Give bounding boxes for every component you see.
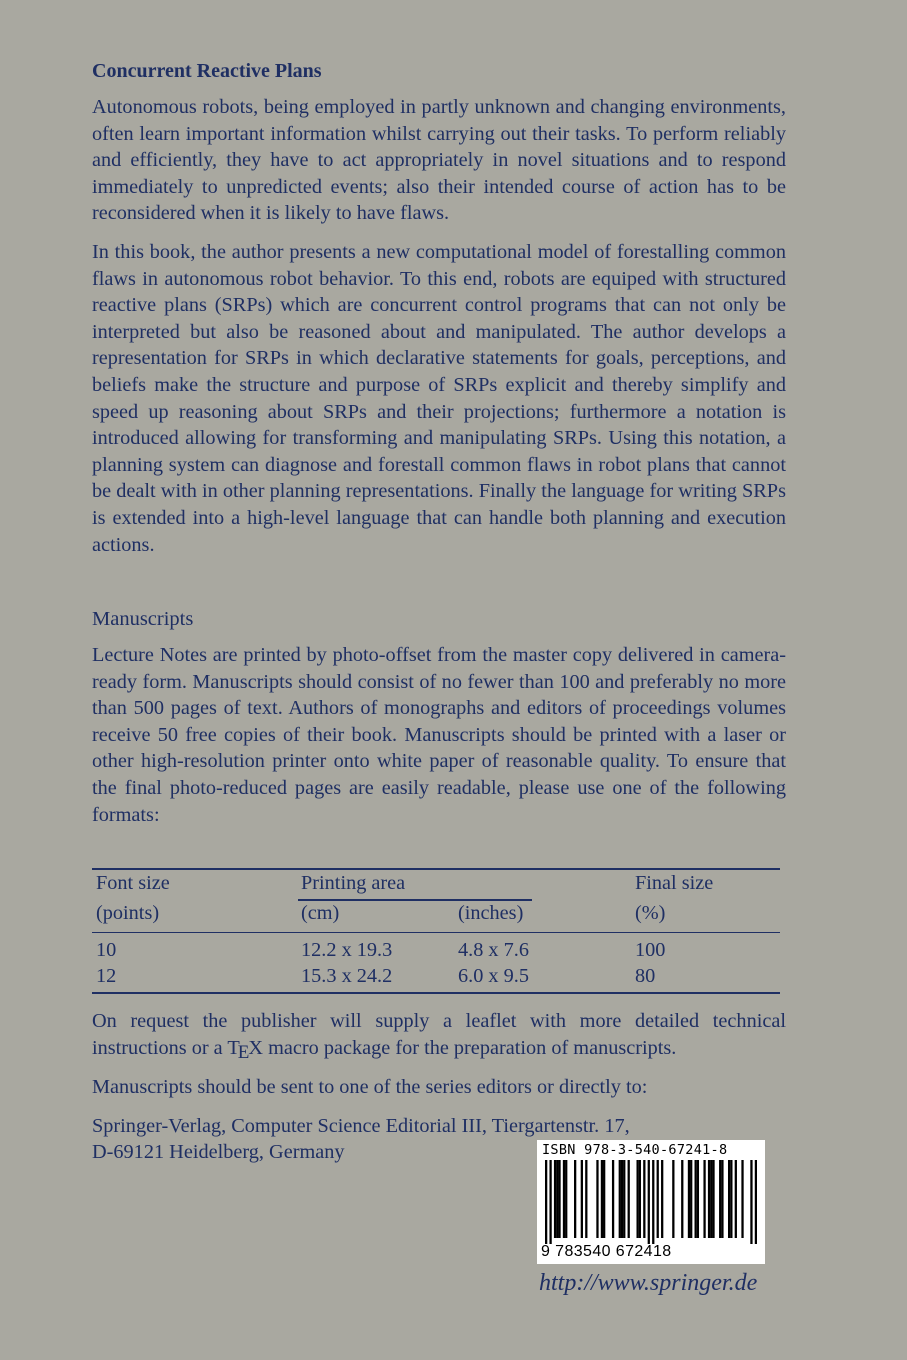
barcode-bar [735, 1160, 737, 1238]
barcode-bar [585, 1160, 587, 1238]
header-cm: (cm) [301, 902, 340, 924]
barcode-bars [545, 1160, 757, 1244]
barcode-bar [623, 1160, 625, 1238]
manuscripts-heading: Manuscripts [92, 608, 194, 631]
table-rule-bottom [92, 992, 780, 994]
barcode-bar [712, 1160, 714, 1238]
barcode-bar [554, 1160, 556, 1238]
barcode-bar [558, 1160, 560, 1238]
barcode-bar [741, 1160, 743, 1238]
barcode-bar [728, 1160, 730, 1238]
barcode-bar [672, 1160, 674, 1238]
barcode-bar [688, 1160, 690, 1238]
table-row-2-font: 12 [96, 965, 117, 987]
barcode-bar [703, 1160, 705, 1238]
barcode-bar [581, 1160, 583, 1238]
publisher-url: http://www.springer.de [539, 1270, 758, 1296]
header-printing-area: Printing area [301, 872, 406, 894]
barcode-bar [574, 1160, 576, 1238]
publisher-address-line-2: D-69121 Heidelberg, Germany [92, 1141, 345, 1164]
barcode-bar [681, 1160, 683, 1238]
leaflet-text-after: X macro package for the preparation of manuscripts. [248, 1036, 677, 1059]
header-final-size: Final size [635, 872, 714, 894]
barcode-bar [612, 1160, 614, 1238]
isbn-number: ISBN 978-3-540-67241-8 [542, 1142, 728, 1158]
barcode-bar [601, 1160, 603, 1238]
barcode-bar [628, 1160, 630, 1238]
barcode-bar [710, 1160, 712, 1238]
barcode-bar [719, 1160, 721, 1238]
header-inches: (inches) [458, 902, 524, 924]
barcode-bar [721, 1160, 723, 1238]
barcode-bar [549, 1160, 551, 1244]
table-row-1-inches: 4.8 x 7.6 [458, 939, 529, 961]
table-rule-mid [92, 932, 780, 933]
barcode-bar [652, 1160, 654, 1244]
header-font-size: Font size [96, 872, 170, 894]
barcode-bar [730, 1160, 732, 1238]
barcode-bar [556, 1160, 558, 1238]
ean-digits: 9 783540 672418 [541, 1243, 672, 1260]
book-title: Concurrent Reactive Plans [92, 60, 322, 82]
leaflet-paragraph [92, 1008, 786, 1062]
barcode-bar [648, 1160, 650, 1244]
description-paragraph-2: In this book, the author presents a new computational model of forestalling common flaws in autonomous robot behavior. To this end, robots are equiped with structured reactive plans (SRPs) which are concurrent control programs that can not only be interpreted but also be reasoned about and manipulated. The author develops a representation for SRPs in which declarative statements for goals, perceptions, and beliefs make the structure and purpose of SRPs explicit and thereby simplify and speed up reasoning about SRPs and their projections; furthermore a notation is introduced allowing for transforming and manipulating SRPs. Using this notation, a planning system can diagnose and forestall common flaws in robot plans that cannot be dealt with in other planning representations. Finally the language for writing SRPs is extended into a high-level language that can handle both planning and execution actions. [92, 240, 786, 556]
tex-logo-e: E [237, 1041, 250, 1063]
back-cover-text [92, 58, 786, 840]
barcode-bar [708, 1160, 710, 1238]
table-row-2-cm: 15.3 x 24.2 [301, 965, 393, 987]
table-row-2-inches: 6.0 x 9.5 [458, 965, 529, 987]
isbn-barcode [537, 1140, 765, 1264]
barcode-bar [695, 1160, 697, 1238]
barcode-bar [565, 1160, 567, 1238]
barcode-bar [657, 1160, 659, 1238]
table-row-1-final: 100 [635, 939, 666, 961]
barcode-bar [603, 1160, 605, 1238]
barcode-bar [750, 1160, 752, 1244]
header-font-size-unit: (points) [96, 902, 160, 924]
barcode-bar [621, 1160, 623, 1238]
send-to-paragraph: Manuscripts should be sent to one of the series editors or directly to: [92, 1076, 648, 1099]
table-row-1-font: 10 [96, 939, 117, 961]
leaflet-text-before: On request the publisher will supply a leaflet with more detailed technical instructions or a T [92, 1010, 786, 1059]
barcode-bar [755, 1160, 757, 1244]
publisher-address-line-1: Springer-Verlag, Computer Science Editorial III, Tiergartenstr. 17, [92, 1114, 630, 1137]
barcode-bar [545, 1160, 547, 1244]
barcode-bar [619, 1160, 621, 1238]
barcode-bar [643, 1160, 645, 1238]
barcode-bar [636, 1160, 638, 1238]
manuscripts-intro: Lecture Notes are printed by photo-offset from the master copy delivered in camera-ready form. Manuscripts should consist of no fewer than 100 and preferably no more than 500 pages of text. Authors of monographs and editors of proceedings volumes receive 50 free copies of their book. Manuscripts should be printed with a laser or other high-resolution printer onto white paper of reasonable quality. To ensure that the final photo-reduced pages are easily readable, please use one of the following formats: [92, 644, 786, 826]
barcode-bar [596, 1160, 598, 1238]
barcode-bar [563, 1160, 565, 1238]
description-paragraph-1: Autonomous robots, being employed in partly unknown and changing environments, often learn important information whilst carrying out their tasks. To perform reliably and efficiently, they have to act appropriately in novel situations and to respond immediately to unpredicted events; also their intended course of action has to be reconsidered when it is likely to have flaws. [92, 96, 786, 225]
barcode-bar [697, 1160, 699, 1238]
table-row-1-cm: 12.2 x 19.3 [301, 939, 393, 961]
table-row-2-final: 80 [635, 965, 656, 987]
header-final-unit: (%) [635, 902, 666, 924]
barcode-bar [639, 1160, 641, 1238]
barcode-bar [661, 1160, 663, 1238]
barcode-bar [690, 1160, 692, 1238]
table-rule-top [92, 868, 780, 870]
